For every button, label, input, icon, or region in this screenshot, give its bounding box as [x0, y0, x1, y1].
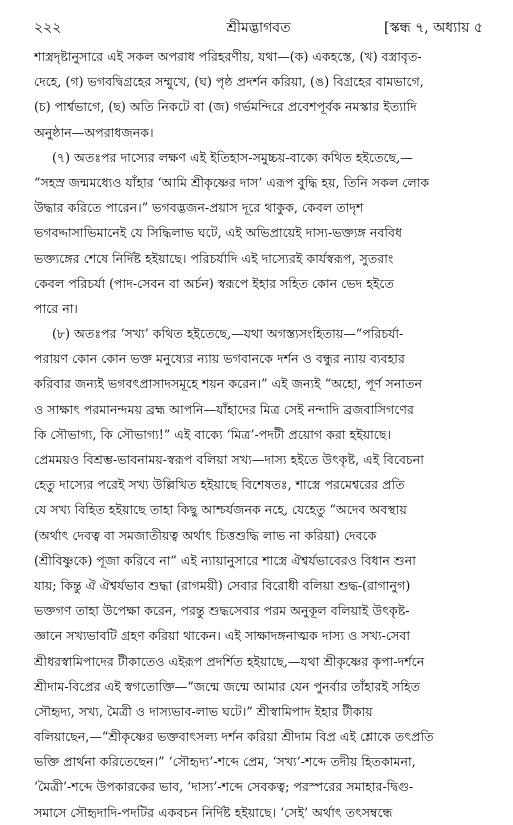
text-line: করিবার জন্যই ভগবৎপ্রাসাদসমূহে শয়ন করেন।” এই জন্যই “অহো, পূর্ণ সনাতন [34, 376, 423, 392]
text-line: শাস্ত্রদৃষ্টানুসারে এই সকল অপরাধ পরিহরণীয়, যথা—(ক) একহস্তে, (খ) বস্ত্রাবৃত- [34, 49, 422, 64]
text-line: কেবল পরিচর্যা (পাদ-সেবন বা অর্চন) স্বরূপে ইহার সহিত কোন ভেদ হইতে [34, 275, 394, 291]
text-line: পারে না। [34, 300, 78, 316]
text-line: প্রেমময়ও বিশ্রম্ভ-ভাবনাময়-স্বরূপ বলিয়া সখ্য—দাস্য হইতে উৎকৃষ্ট, এই বিবেচনা [34, 452, 424, 467]
text-line: যায়; কিন্তু ঐ ঐশ্বর্যভাব শুদ্ধা (রাগময়ী) সেবার বিরোধী বলিয়া শুদ্ধ-(রাগানুগ) [34, 577, 411, 593]
paragraph-start-line: (৮) অতঃপর ‘সখ্য’ কথিত হইতেছে,—যথা অগস্ত্যসংহিতায়—“পরিচর্যা- [52, 326, 404, 342]
text-line: ‘মৈত্রী’-শব্দে উপকারকের ভাব, ‘দাস্য’-শব্দে সেবকত্ব; পরস্পরের সমাহার-দ্বিগু- [34, 779, 414, 795]
paragraph-start-line: (৭) অতঃপর দাস্যের লক্ষণ এই ইতিহাস-সমুচ্চয়-বাক্যে কথিত হইতেছে,— [52, 149, 413, 165]
text-line: ভক্তগণ তাহা উপেক্ষা করেন, পরন্তু শুদ্ধসেবার পরম অনুকূল বলিয়াই উৎকৃষ্ট- [34, 603, 410, 619]
text-line: সৌহৃদ্য, সখ্য, মৈত্রী ও দাস্যভাব-লাভ ঘটে।” শ্রীস্বামিপাদ ইহার টীকায় [34, 703, 373, 719]
text-line: কি সৌভাগ্য, কি সৌভাগ্য!” এই বাক্যে ‘মিত্র’-পদটী প্রয়োগ করা হইয়াছে। [34, 426, 391, 442]
text-line: “সহস্র জন্মমধ্যেও যাঁহার ‘আমি শ্রীকৃষ্ণের দাস’ এরূপ বুদ্ধি হয়, তিনি সকল লোক [34, 174, 430, 190]
text-line: জ্ঞানে সখ্যভাবটি গ্রহণ করিয়া থাকেন। এই সাক্ষাদঙ্গনাত্মক দাস্য ও সখ্য-সেবা [34, 628, 410, 644]
text-line: (চ) পার্শ্বভাগে, (ছ) অতি নিকটে বা (জ) গর্ভমন্দিরে প্রবেশপূর্বক নমস্কার ইত্যাদি [34, 99, 417, 115]
text-line: অনুষ্ঠান—অপরাধজনক। [34, 124, 154, 140]
text-line: সমাসে সৌহৃদাদি-পদটির একবচন নির্দিষ্ট হইয়াছে। ‘সেই’ অর্থাৎ তৎসম্বন্ধে [34, 804, 393, 820]
text-line: (অর্থাৎ দেবত্ব বা সমজাতীয়ত্ব অর্থাৎ চিত্তশুদ্ধি লাভ না করিয়া) দেবকে [34, 527, 377, 543]
text-line: ভগবদ্দাসাভিমানেই যে সিদ্ধিলাভ ঘটে, এই অভিপ্রায়েই দাস্য-ভক্ত্যঙ্গ নববিধ [34, 225, 403, 241]
text-line: ভক্তি প্রার্থনা করিতেছেন।” ‘সৌহৃদ্য’-শব্দে প্রেম, ‘সখ্য’-শব্দে তদীয় হিতকামনা, [34, 754, 416, 770]
text-line: উদ্ধার করিতে পারেন।” ভগবদ্ভজন-প্রয়াস দূরে থাকুক, কেবল তাদৃশ [34, 200, 364, 216]
text-line: দেহে, (গ) ভগবদ্বিগ্রহের সম্মুখে, (ঘ) পৃষ্ঠ প্রদর্শন করিয়া, (ঙ) বিগ্রহের বামভাগে, [34, 74, 424, 90]
chapter-reference: [স্কন্ধ ৭, অধ্যায় ৫ [384, 20, 483, 36]
text-line: পরায়ণ কোন কোন ভক্ত মনুষ্যের ন্যায় ভগবানকে দর্শন ও বন্ধুর ন্যায় ব্যবহার [34, 351, 405, 367]
text-line: (শ্রীবিষ্ণুকে) পূজা করিবে না” এই ন্যায়ানুসারে শাস্ত্রে ঐশ্বর্যভাবেরও বিধান শুনা [34, 552, 416, 568]
body-text [34, 44, 479, 825]
page-number: ২২২ [34, 20, 62, 36]
text-line: শ্রীদাম-বিপ্রের এই স্বগতোক্তি—“জন্মে জন্মে আমার যেন পুনর্বার তাঁহারই সহিত [34, 678, 421, 694]
text-line: ও সাক্ষাৎ পরমানন্দময় ব্রহ্ম আপনি—যাঁহাদের মিত্র সেই নন্দাদি ব্রজবাসিগণের [34, 401, 414, 417]
text-line: হেতু দাস্যের পরেই সখ্য উল্লিখিত হইয়াছে বিশেষতঃ, শাস্ত্রে পরমেশ্বরের প্রতি [34, 477, 405, 493]
running-title: শ্রীমদ্ভাগবত [226, 20, 291, 36]
text-line: বলিয়াছেন,—“শ্রীকৃষ্ণের ভক্তবাৎসল্য দর্শন করিয়া শ্রীদাম বিপ্র এই শ্লোকে তৎপ্রতি [34, 729, 434, 745]
text-line: শ্রীধরস্বামিপাদের টীকাতেও এইরূপ প্রদর্শিত হইয়াছে,—যথা শ্রীকৃষ্ণের কৃপা-দর্শনে [34, 653, 425, 669]
text-line: যে সখ্য বিহিত হইয়াছে তাহা কিছু আশ্চর্যজনক নহে, যেহেতু “অদেব অবস্থায় [34, 502, 407, 518]
text-line: ভক্ত্যঙ্গের শেষে নির্দিষ্ট হইয়াছে। পরিচর্যাদি এই দাস্যেরই কার্যস্বরূপ, সুতরাং [34, 250, 394, 266]
page-header [34, 14, 483, 36]
